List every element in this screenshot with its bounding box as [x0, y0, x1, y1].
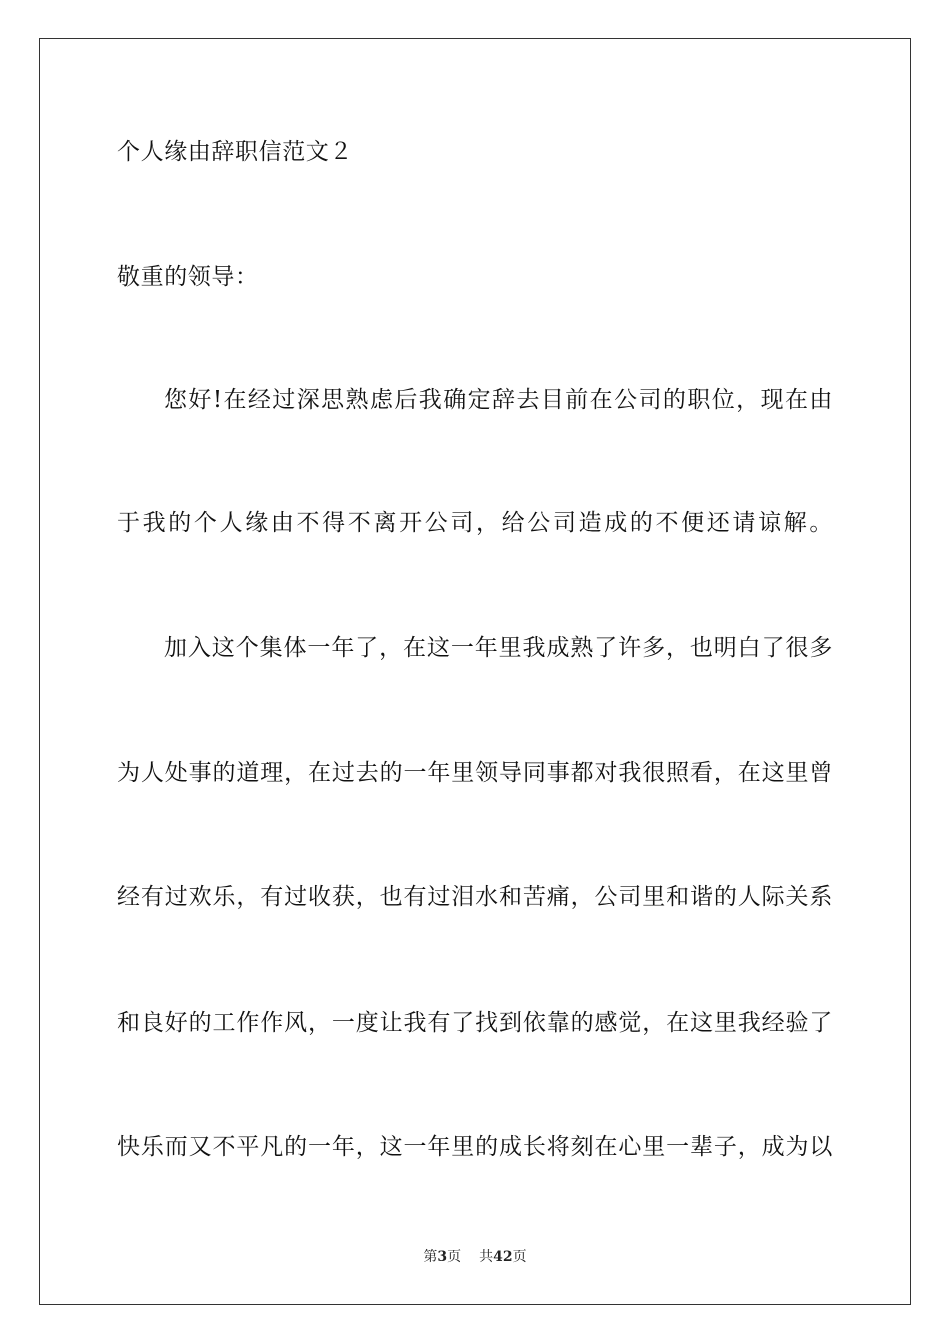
body-line-2: 于我的个人缘由不得不离开公司，给公司造成的不便还请谅解。 [117, 510, 833, 536]
salutation: 敬重的领导： [117, 264, 259, 290]
body-line-3: 加入这个集体一年了，在这一年里我成熟了许多，也明白了很多 [164, 635, 833, 661]
body-line-5: 经有过欢乐，有过收获，也有过泪水和苦痛，公司里和谐的人际关系 [117, 884, 833, 910]
page-number: 3 [437, 1249, 448, 1265]
page-suffix: 页 [447, 1249, 462, 1265]
page-footer [0, 1248, 950, 1266]
total-suffix: 页 [512, 1249, 527, 1265]
document-title: 个人缘由辞职信范文２ [117, 139, 353, 165]
body-line-7: 快乐而又不平凡的一年，这一年里的成长将刻在心里一辈子，成为以 [117, 1134, 833, 1160]
body-line-1: 您好!在经过深思熟虑后我确定辞去目前在公司的职位，现在由 [164, 387, 833, 413]
total-prefix: 共 [479, 1249, 494, 1265]
body-line-6: 和良好的工作作风，一度让我有了找到依靠的感觉，在这里我经验了 [117, 1010, 833, 1036]
body-line-4: 为人处事的道理，在过去的一年里领导同事都对我很照看，在这里曾 [117, 760, 833, 786]
page-border [39, 38, 911, 1305]
page-prefix: 第 [423, 1249, 438, 1265]
total-pages: 42 [493, 1249, 513, 1265]
